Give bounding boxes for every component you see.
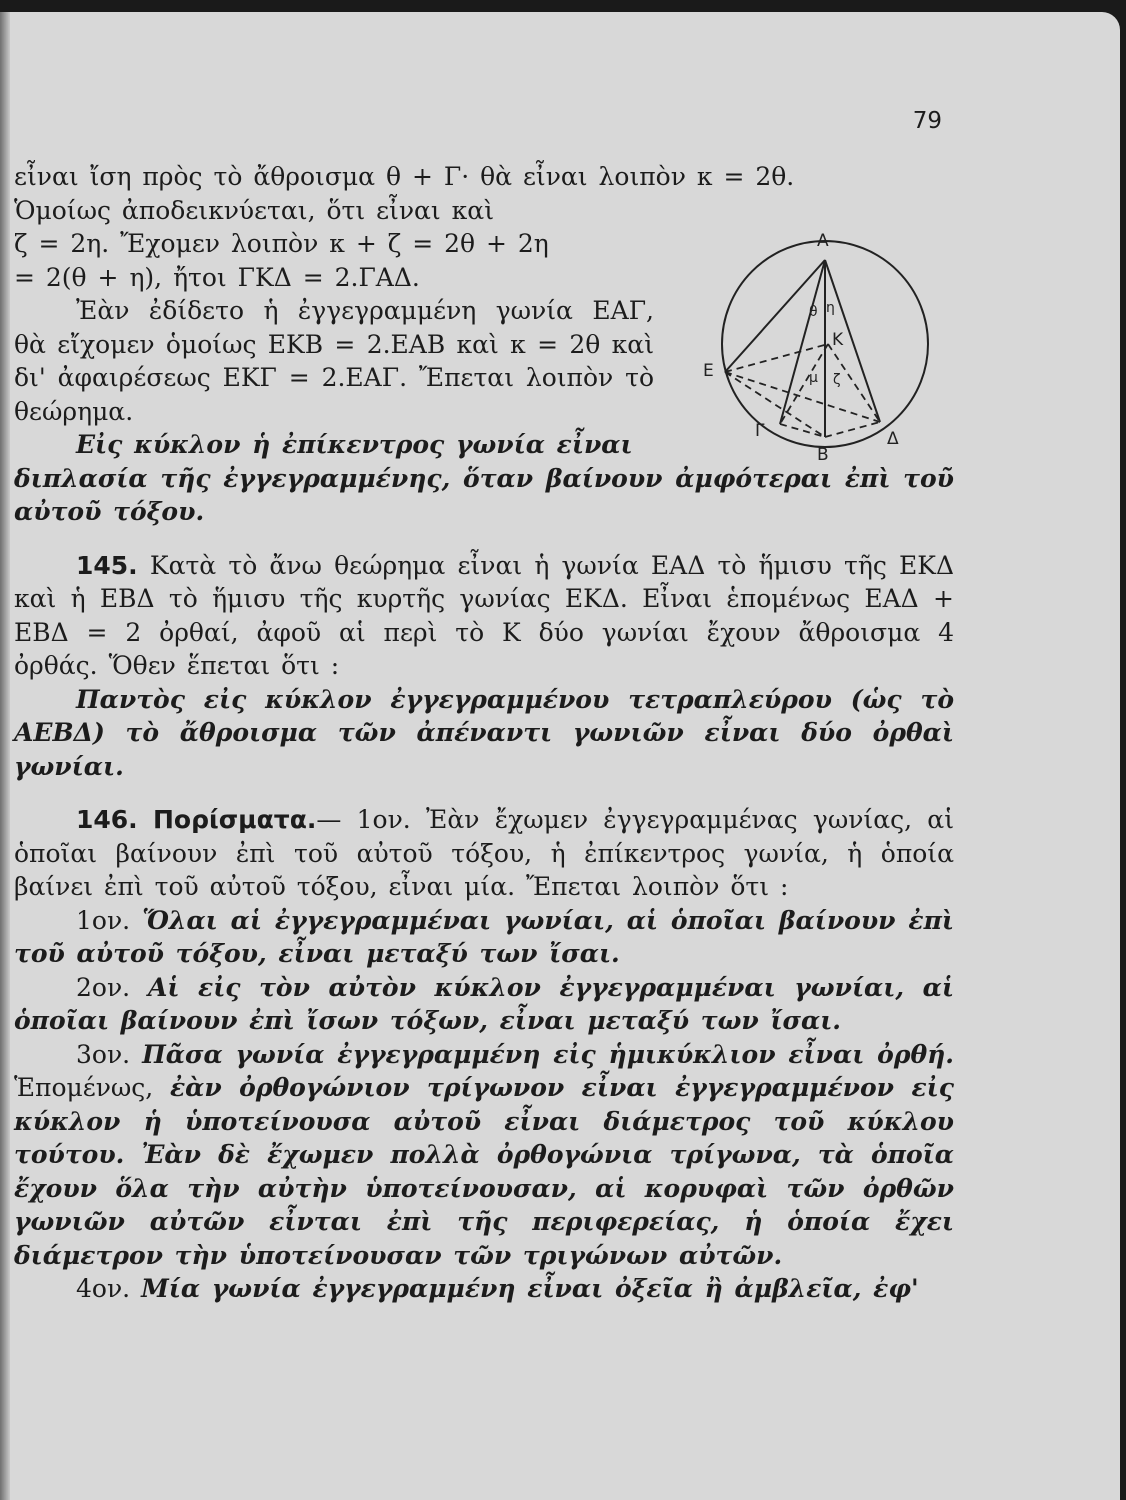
section-145 — [14, 549, 954, 683]
page-text — [14, 160, 954, 1306]
corollary-3-text-c: ἐὰν ὀρθογώνιον τρίγωνον εἶναι ἐγγεγραμμένον εἰς κύκλον ἡ ὑποτείνουσα αὐτοῦ εἶναι διάμετρος τοῦ κύκλου τούτου. Ἐὰν δὲ ἔχωμεν πολλὰ ὀρθογώνια τρίγωνα, τὰ ὁποῖα ἔχουν ὅλα τὴν αὐτὴν ὑποτείνουσαν, αἱ κορυφαὶ τῶν ὀρθῶν γωνιῶν αὐτῶν εἶνται ἐπὶ τῆς περιφερείας, ἡ ὁποία ἔχει διάμετρον τὴν ὑποτείνουσαν τῶν τριγώνων αὐτῶν. — [14, 1073, 954, 1270]
label-eta: η — [826, 300, 835, 316]
corollary-3-text-b: Ἑπομένως, — [14, 1073, 154, 1102]
corollary-1-text: Ὅλαι αἱ ἐγγεγραμμέναι γωνίαι, αἱ ὁποῖαι βαίνουν ἐπὶ τοῦ αὐτοῦ τόξου, εἶναι μεταξύ των ἴσαι. — [14, 905, 955, 968]
page-spine-shadow — [0, 12, 10, 1500]
theorem-line-b: διπλασία τῆς ἐγγεγραμμένης, ὅταν βαίνουν ἀμφότεραι ἐπὶ τοῦ αὐτοῦ τόξου. — [14, 463, 954, 526]
label-K: Κ — [832, 330, 844, 350]
section-146-number: 146. — [76, 805, 138, 834]
corollary-2-label: 2ον. — [76, 972, 131, 1002]
line-1: εἶναι ἴση πρὸς τὸ ἄθροισμα θ + Γ· θὰ εἶναι λοιπὸν κ = 2θ. — [14, 162, 795, 191]
theorem-line-a: Εἰς κύκλον ἡ ἐπίκεντρος γωνία εἶναι — [76, 430, 633, 459]
label-E: Ε — [703, 361, 714, 381]
label-G: Γ — [755, 421, 765, 441]
label-B: Β — [817, 445, 829, 465]
page-number: 79 — [912, 108, 942, 134]
line-2: Ὁμοίως ἀποδεικνύεται, ὅτι εἶναι καὶ — [14, 195, 494, 225]
corollary-3 — [14, 1038, 954, 1273]
label-theta: θ — [809, 304, 818, 320]
corollary-4 — [14, 1272, 954, 1306]
section-145-text: Κατὰ τὸ ἄνω θεώρημα εἶναι ἡ γωνία ΕΑΔ τὸ ἥμισυ τῆς ΕΚΔ καὶ ἡ ΕΒΔ τὸ ἥμισυ τῆς κυρτῆς γωνίας ΕΚΔ. Εἶναι ἑπομένως ΕΑΔ + ΕΒΔ = 2 ὀρθαί, ἀφοῦ αἱ περὶ τὸ Κ δύο γωνίαι ἔχουν ἄθροισμα 4 ὀρθάς. Ὅθεν ἕπεται ὅτι : — [14, 550, 954, 680]
corollary-1 — [14, 904, 954, 971]
corollary-4-text: Μία γωνία ἐγγεγραμμένη εἶναι ὀξεῖα ἢ ἀμβλεῖα, ἐφ' — [141, 1274, 919, 1303]
corollary-2-text: Αἱ εἰς τὸν αὐτὸν κύκλον ἐγγεγραμμέναι γωνίαι, αἱ ὁποῖαι βαίνουν ἐπὶ ἴσων τόξων, εἶναι μεταξύ των ἴσαι. — [14, 972, 954, 1035]
paragraph-2: Ἐὰν ἐδίδετο ἡ ἐγγεγραμμένη γωνία ΕΑΓ, θὰ εἴχομεν ὁμοίως ΕΚΒ = 2.ΕΑΒ καὶ κ = 2θ καὶ δι' ἀφαιρέσεως ΕΚΓ = 2.ΕΑΓ. Ἔπεται λοιπὸν τὸ θεώρημα. — [14, 296, 654, 426]
section-146 — [14, 803, 954, 904]
label-A: Α — [817, 231, 829, 251]
label-D: Δ — [887, 429, 899, 449]
corollary-3-text-a: Πᾶσα γωνία ἐγγεγραμμένη εἰς ἡμικύκλιον εἶναι ὀρθή. — [142, 1039, 954, 1069]
line-3: ζ = 2η. Ἔχομεν λοιπὸν κ + ζ = 2θ + 2η — [14, 229, 549, 258]
corollary-2 — [14, 971, 954, 1038]
label-zeta: ζ — [833, 372, 841, 388]
section-146-title: Πορίσματα. — [152, 805, 317, 834]
section-145-theorem: Παντὸς εἰς κύκλον ἐγγεγραμμένου τετραπλεύρου (ὡς τὸ ΑΕΒΔ) τὸ ἄθροισμα τῶν ἀπέναντι γωνιῶν εἶναι δύο ὀρθαὶ γωνίαι. — [14, 684, 954, 781]
section-145-number: 145. — [76, 550, 138, 580]
section-146-text: — 1ον. Ἐὰν ἔχωμεν ἐγγεγραμμένας γωνίας, αἱ ὁποῖαι βαίνουν ἐπὶ τοῦ αὐτοῦ τόξου, ἡ ἐπίκεντρος γωνία, ἡ ὁποία βαίνει ἐπὶ τοῦ αὐτοῦ τόξου, εἶναι μία. Ἔπεται λοιπὸν ὅτι : — [14, 805, 954, 901]
corollary-3-label: 3ον. — [76, 1039, 131, 1069]
line-4: = 2(θ + η), ἤτοι ΓΚΔ = 2.ΓΑΔ. — [14, 262, 420, 292]
corollary-4-label: 4ον. — [76, 1274, 131, 1303]
corollary-1-label: 1ον. — [76, 905, 131, 935]
book-page — [0, 12, 1120, 1500]
label-mu: μ — [809, 370, 818, 386]
